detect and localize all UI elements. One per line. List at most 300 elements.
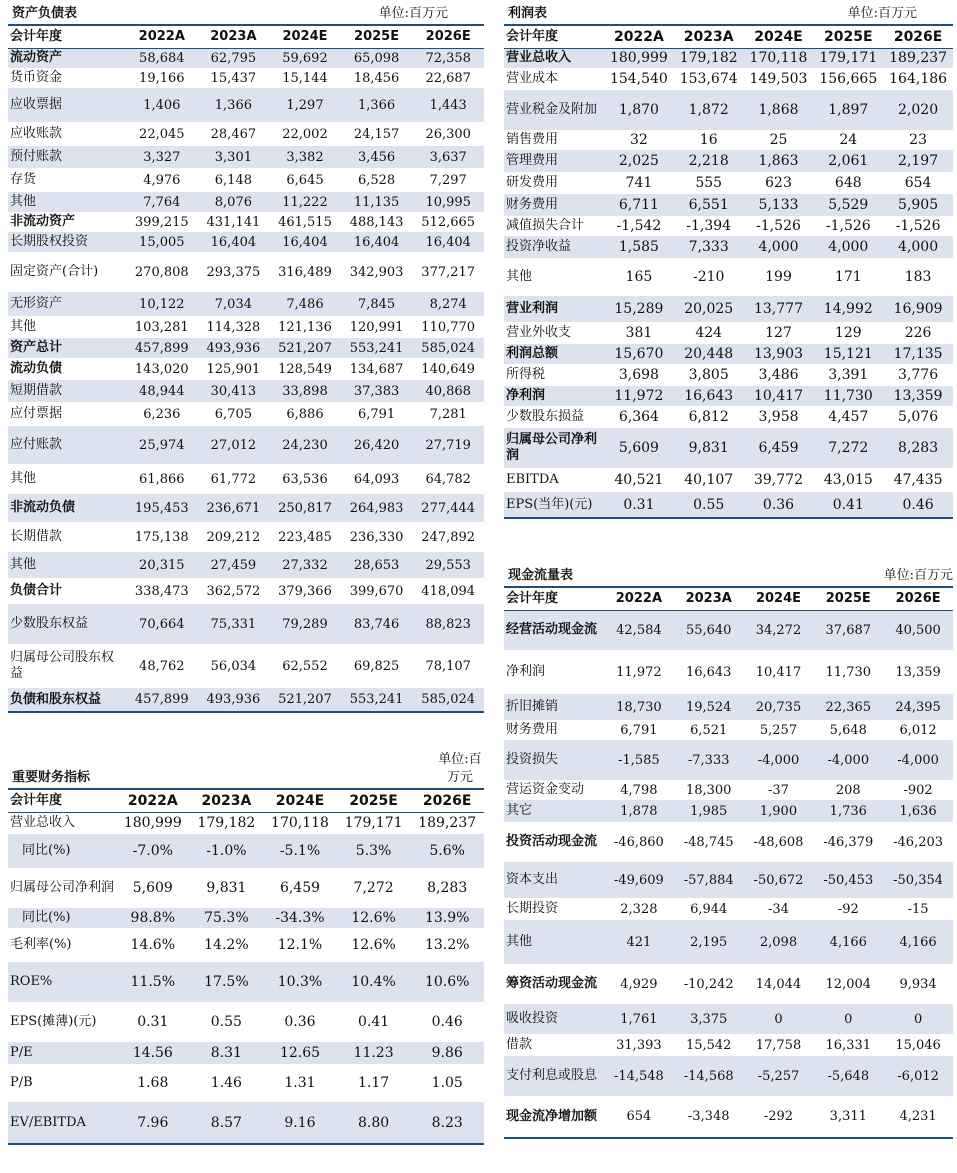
row-value: 61,772	[210, 471, 257, 487]
row-value: 0.46	[431, 1014, 463, 1030]
row-value: 741	[625, 175, 653, 191]
header-year: 2024E	[263, 790, 337, 812]
row-value: 98.8%	[116, 908, 190, 928]
row-value: 521,207	[269, 688, 341, 712]
row-value: 15,121	[813, 344, 883, 364]
row-value: 29,553	[412, 552, 484, 578]
row-label: 财务费用	[506, 722, 559, 737]
row-value: 127	[765, 325, 792, 341]
row-value: 24,395	[883, 694, 953, 720]
cash-flow-table	[504, 588, 953, 1139]
row-value: 1,406	[126, 88, 198, 122]
table-row	[504, 296, 953, 322]
row-value: -1,526	[756, 218, 801, 234]
row-value: 208	[835, 782, 861, 798]
row-label: 利润总额	[504, 344, 604, 364]
row-value: 0	[883, 1004, 953, 1034]
header-label: 会计年度	[504, 26, 604, 48]
row-value: 37,687	[813, 610, 883, 650]
row-value: 16,404	[412, 232, 484, 252]
row-value: -50,354	[883, 862, 953, 898]
table-row	[504, 720, 953, 740]
row-value: 3,958	[758, 409, 799, 425]
row-value: 16,331	[825, 1037, 872, 1053]
header-year: 2023A	[198, 26, 270, 48]
row-value: 48,944	[126, 380, 198, 402]
row-value: 461,515	[278, 214, 332, 230]
row-value: 6,791	[620, 722, 658, 738]
row-value: 1.17	[357, 1075, 390, 1091]
row-value: 5,609	[132, 880, 173, 896]
row-value: -902	[903, 782, 933, 798]
row-label: 其他	[10, 319, 37, 334]
row-value: 2,025	[604, 150, 674, 172]
row-value: 140,649	[421, 361, 476, 377]
row-value: 555	[695, 175, 723, 191]
table-row	[504, 236, 953, 258]
row-value: 125,901	[206, 361, 261, 377]
row-value: 418,094	[421, 583, 476, 599]
row-value: 10.4%	[337, 962, 411, 1002]
row-value: 6,012	[899, 722, 937, 738]
row-value: 128,549	[278, 361, 332, 377]
row-value: 33,898	[269, 380, 341, 402]
row-label: 应付账款	[8, 426, 126, 464]
row-value: 0.36	[744, 492, 814, 518]
row-value: 65,098	[341, 48, 413, 68]
row-value: 15,670	[604, 344, 674, 364]
table-row	[8, 212, 484, 232]
table-row	[504, 1004, 953, 1034]
row-value: 24	[839, 132, 858, 148]
row-value: -7,333	[674, 740, 744, 780]
row-value: 195,453	[126, 494, 198, 522]
row-value: 8,274	[412, 292, 484, 316]
row-value: -10,242	[683, 976, 734, 992]
row-value: 4,231	[883, 1096, 953, 1138]
row-value: 64,782	[425, 471, 471, 487]
table-row	[8, 88, 484, 122]
table-row	[8, 578, 484, 604]
row-value: 79,289	[269, 604, 341, 644]
row-value: 585,024	[412, 338, 484, 358]
income-statement-header-row	[504, 26, 953, 48]
row-value: 11,972	[604, 386, 674, 406]
table-row	[504, 610, 953, 650]
table-row	[8, 812, 484, 834]
table-row	[8, 464, 484, 494]
row-value: 2,195	[674, 920, 744, 964]
row-value: 0.55	[674, 492, 744, 518]
row-value: 7,034	[198, 292, 270, 316]
row-label: 折旧摊销	[504, 694, 604, 720]
row-value: -7.0%	[116, 834, 190, 868]
row-value: -4,000	[813, 740, 883, 780]
row-value: 512,665	[421, 214, 476, 230]
row-value: 8.57	[190, 1102, 264, 1144]
row-value: 22,045	[139, 126, 185, 142]
row-value: 13,359	[883, 386, 953, 406]
row-value: 1,985	[674, 800, 744, 822]
row-value: -46,379	[823, 834, 874, 850]
table-row	[8, 688, 484, 712]
row-value: 1,443	[412, 88, 484, 122]
row-value: -46,860	[613, 834, 664, 850]
row-value: 64,093	[353, 471, 400, 487]
row-label: 借款	[506, 1037, 533, 1052]
row-value: 11,135	[341, 192, 413, 212]
row-value: 17,135	[883, 344, 953, 364]
row-value: 16,404	[198, 232, 270, 252]
row-value: 1,878	[604, 800, 674, 822]
row-value: -1,526	[895, 218, 941, 234]
table-row	[8, 962, 484, 1002]
row-value: 18,730	[604, 694, 674, 720]
income-statement-title-bar	[504, 0, 953, 26]
row-value: -1,394	[686, 218, 732, 234]
row-value: 26,300	[425, 126, 471, 142]
table-row	[8, 834, 484, 868]
row-value: 156,665	[819, 71, 878, 87]
header-year: 2025E	[813, 26, 883, 48]
row-value: 0.36	[284, 1014, 316, 1030]
row-value: 25	[769, 132, 788, 148]
row-value: -48,745	[683, 834, 734, 850]
cash-flow-title: 现金流量表	[508, 568, 574, 583]
row-value: 134,687	[349, 361, 404, 377]
row-value: 10,417	[744, 386, 814, 406]
row-value: 143,020	[134, 361, 189, 377]
row-value: 3,637	[412, 146, 484, 168]
row-value: 13,777	[744, 296, 814, 322]
row-value: 27,719	[412, 426, 484, 464]
row-value: 11,730	[825, 664, 872, 680]
row-value: 149,503	[749, 71, 808, 87]
row-value: -4,000	[744, 740, 814, 780]
row-value: 70,664	[126, 604, 198, 644]
row-value: 264,983	[341, 494, 413, 522]
row-value: 7,272	[353, 880, 394, 896]
row-value: 20,448	[674, 344, 744, 364]
row-label: 现金流净增加额	[504, 1096, 604, 1138]
row-value: 5,529	[813, 194, 883, 216]
table-row	[8, 168, 484, 192]
table-row	[504, 322, 953, 344]
row-value: 5,905	[883, 194, 953, 216]
table-row	[8, 908, 484, 928]
row-value: 32	[629, 132, 648, 148]
row-value: -5,648	[813, 1056, 883, 1096]
row-value: 18,456	[353, 70, 400, 86]
row-value: 6,705	[214, 406, 252, 422]
table-row	[504, 216, 953, 236]
row-label: 吸收投资	[504, 1004, 604, 1034]
row-value: 9.86	[410, 1042, 484, 1064]
row-value: 553,241	[341, 338, 413, 358]
table-row	[504, 386, 953, 406]
table-row	[504, 492, 953, 518]
row-value: 0.31	[604, 492, 674, 518]
row-value: 62,795	[198, 48, 270, 68]
row-value: 22,002	[282, 126, 328, 142]
row-value: 48,762	[139, 658, 185, 674]
row-value: 11,972	[616, 664, 662, 680]
table-row	[504, 68, 953, 90]
row-value: 8.23	[410, 1102, 484, 1144]
cash-flow-header-row	[504, 588, 953, 610]
row-value: -37	[768, 782, 789, 798]
row-value: 27,459	[198, 552, 270, 578]
row-value: -50,672	[744, 862, 814, 898]
row-value: 5,133	[744, 194, 814, 216]
row-value: 3,486	[758, 367, 799, 383]
row-value: 27,332	[269, 552, 341, 578]
income-statement-table	[504, 26, 953, 519]
header-year: 2023A	[674, 588, 744, 610]
row-value: 11.23	[337, 1042, 411, 1064]
row-value: 1,900	[744, 800, 814, 822]
row-label: 营业外收支	[506, 325, 572, 340]
row-value: -1,526	[825, 218, 871, 234]
table-row	[504, 1056, 953, 1096]
row-label: 归属母公司净利润	[504, 428, 604, 468]
row-value: 75,331	[198, 604, 270, 644]
row-value: 28,653	[341, 552, 413, 578]
header-label: 会计年度	[8, 790, 116, 812]
row-value: -5,257	[744, 1056, 814, 1096]
table-row	[8, 1102, 484, 1144]
table-row	[504, 150, 953, 172]
row-label: 短期借款	[8, 380, 126, 402]
row-label: 少数股东权益	[8, 604, 126, 644]
table-row	[504, 780, 953, 800]
row-value: 179,171	[813, 48, 883, 68]
row-value: 7.96	[116, 1102, 190, 1144]
row-value: 10,995	[412, 192, 484, 212]
row-label: P/E	[8, 1042, 116, 1064]
row-value: 14.2%	[204, 937, 249, 953]
row-value: 5.6%	[410, 834, 484, 868]
row-label: 负债和股东权益	[8, 688, 126, 712]
row-value: 6,459	[279, 880, 321, 896]
row-label: 其他	[506, 269, 533, 284]
row-value: 179,171	[344, 815, 403, 832]
row-label: 所得税	[506, 367, 546, 382]
row-value: -3,348	[674, 1096, 744, 1138]
row-value: 16	[699, 132, 718, 148]
row-value: 16,404	[341, 232, 413, 252]
row-value: -48,608	[753, 834, 804, 850]
header-year: 2025E	[813, 588, 883, 610]
key-indicators-table	[8, 790, 484, 1145]
header-year: 2024E	[744, 26, 814, 48]
table-row	[504, 258, 953, 296]
row-value: -49,609	[604, 862, 674, 898]
row-value: 6,148	[214, 172, 252, 188]
row-value: 13.2%	[424, 937, 470, 953]
row-value: 7,297	[429, 172, 467, 188]
table-row	[504, 406, 953, 428]
row-value: -210	[692, 269, 725, 285]
table-row	[8, 68, 484, 88]
row-value: 6,711	[604, 194, 674, 216]
row-value: 3,805	[688, 367, 729, 383]
cash-flow-panel	[504, 562, 953, 1139]
row-value: 189,237	[883, 48, 953, 68]
header-label: 会计年度	[8, 26, 126, 48]
row-value: 7,333	[674, 236, 744, 258]
row-value: 381	[625, 325, 653, 341]
row-value: 55,640	[674, 610, 744, 650]
row-value: 16,643	[685, 664, 732, 680]
row-value: 3,327	[126, 146, 198, 168]
row-value: 16,909	[883, 296, 953, 322]
row-label: 其他	[8, 192, 126, 212]
row-value: 6,551	[674, 194, 744, 216]
row-value: 223,485	[278, 529, 332, 545]
row-value: 121,136	[278, 319, 332, 335]
row-value: 183	[904, 269, 932, 285]
row-value: 5,257	[759, 722, 798, 738]
row-label: 筹资活动现金流	[506, 976, 598, 991]
row-value: 26,420	[341, 426, 413, 464]
row-value: 654	[904, 175, 932, 191]
row-value: -14,548	[604, 1056, 674, 1096]
row-value: 40,868	[412, 380, 484, 402]
row-label: 支付利息或股息	[504, 1056, 604, 1096]
table-row	[8, 1002, 484, 1042]
row-value: 62,552	[282, 658, 328, 674]
row-value: 175,138	[134, 529, 189, 545]
table-row	[8, 146, 484, 168]
row-value: 40,521	[614, 472, 664, 488]
row-label: EPS(当年)(元)	[504, 492, 604, 518]
row-label: 流动负债	[10, 361, 63, 376]
row-value: 3,382	[269, 146, 341, 168]
row-value: 6,364	[618, 409, 659, 425]
row-value: 16,404	[269, 232, 341, 252]
row-label: 其它	[504, 800, 604, 822]
row-value: 18,300	[685, 782, 732, 798]
row-value: 0	[744, 1004, 814, 1034]
income-statement-unit: 单位:百万元	[847, 6, 917, 21]
table-row	[8, 122, 484, 146]
row-value: 27,012	[198, 426, 270, 464]
row-label: 非流动负债	[8, 494, 126, 522]
row-value: 6,791	[357, 406, 396, 422]
row-label: 研发费用	[506, 175, 559, 190]
row-value: 362,572	[206, 583, 261, 599]
table-row	[504, 364, 953, 386]
table-row	[504, 740, 953, 780]
row-label: 投资损失	[504, 740, 604, 780]
table-row	[8, 358, 484, 380]
row-label: 销售费用	[506, 132, 559, 147]
row-value: 431,141	[206, 214, 261, 230]
row-value: 1,366	[198, 88, 270, 122]
row-value: 226	[904, 325, 932, 341]
header-year: 2022A	[604, 588, 674, 610]
row-value: 7,281	[429, 406, 467, 422]
row-value: 6,944	[690, 901, 728, 917]
header-year: 2025E	[337, 790, 411, 812]
row-value: 17.5%	[190, 962, 264, 1002]
row-value: -46,203	[893, 834, 944, 850]
row-value: 2,218	[674, 150, 744, 172]
row-value: 2,197	[883, 150, 953, 172]
row-value: 59,692	[269, 48, 341, 68]
row-value: -4,000	[883, 740, 953, 780]
table-row	[504, 194, 953, 216]
balance-sheet-unit: 单位:百万元	[378, 6, 448, 21]
row-value: 129	[834, 325, 862, 341]
row-value: 1.31	[284, 1075, 316, 1091]
row-value: 1,297	[269, 88, 341, 122]
row-value: 5,648	[829, 722, 867, 738]
row-value: 9,831	[206, 880, 247, 896]
row-label: 营业总收入	[10, 815, 76, 831]
row-value: 457,899	[126, 688, 198, 712]
row-value: 15,542	[685, 1037, 732, 1053]
header-year: 2023A	[674, 26, 744, 48]
row-value: 11,222	[269, 192, 341, 212]
balance-sheet-header-row	[8, 26, 484, 48]
row-value: 2,020	[883, 90, 953, 130]
row-label: 预付账款	[8, 146, 126, 168]
row-value: 4,976	[143, 172, 181, 188]
table-row	[504, 1096, 953, 1138]
row-value: 24,157	[353, 126, 400, 142]
balance-sheet-title-bar	[8, 0, 484, 26]
row-label: 投资净收益	[504, 236, 604, 258]
row-value: 154,540	[609, 71, 668, 87]
row-value: -1,542	[616, 218, 662, 234]
row-label: 资本支出	[504, 862, 604, 898]
row-value: 3,698	[618, 367, 659, 383]
row-value: 61,866	[139, 471, 185, 487]
row-value: -92	[837, 901, 859, 917]
row-value: 6,812	[688, 409, 729, 425]
header-year: 2024E	[269, 26, 341, 48]
row-value: 5,076	[898, 409, 939, 425]
row-label: 负债合计	[10, 583, 63, 598]
row-label: 应收账款	[10, 126, 63, 141]
table-row	[8, 494, 484, 522]
row-value: 4,798	[620, 782, 658, 798]
row-value: 493,936	[198, 338, 270, 358]
row-value: 164,186	[889, 71, 948, 87]
table-row	[8, 292, 484, 316]
row-value: 17,758	[755, 1037, 802, 1053]
row-value: 424	[695, 325, 723, 341]
row-value: 1.05	[431, 1075, 463, 1091]
table-row	[8, 380, 484, 402]
table-row	[504, 920, 953, 964]
row-value: 4,166	[813, 920, 883, 964]
header-year: 2026E	[883, 588, 953, 610]
row-value: 3,456	[341, 146, 413, 168]
cash-flow-unit: 单位:百万元	[883, 568, 953, 583]
row-value: 40,500	[883, 610, 953, 650]
row-value: 15,005	[126, 232, 198, 252]
row-value: 1.46	[210, 1075, 242, 1091]
row-value: 521,207	[269, 338, 341, 358]
row-value: 3,301	[198, 146, 270, 168]
table-row	[504, 964, 953, 1004]
row-value: 171	[834, 269, 862, 285]
row-value: 69,825	[353, 658, 400, 674]
row-value: 3,391	[828, 367, 869, 383]
